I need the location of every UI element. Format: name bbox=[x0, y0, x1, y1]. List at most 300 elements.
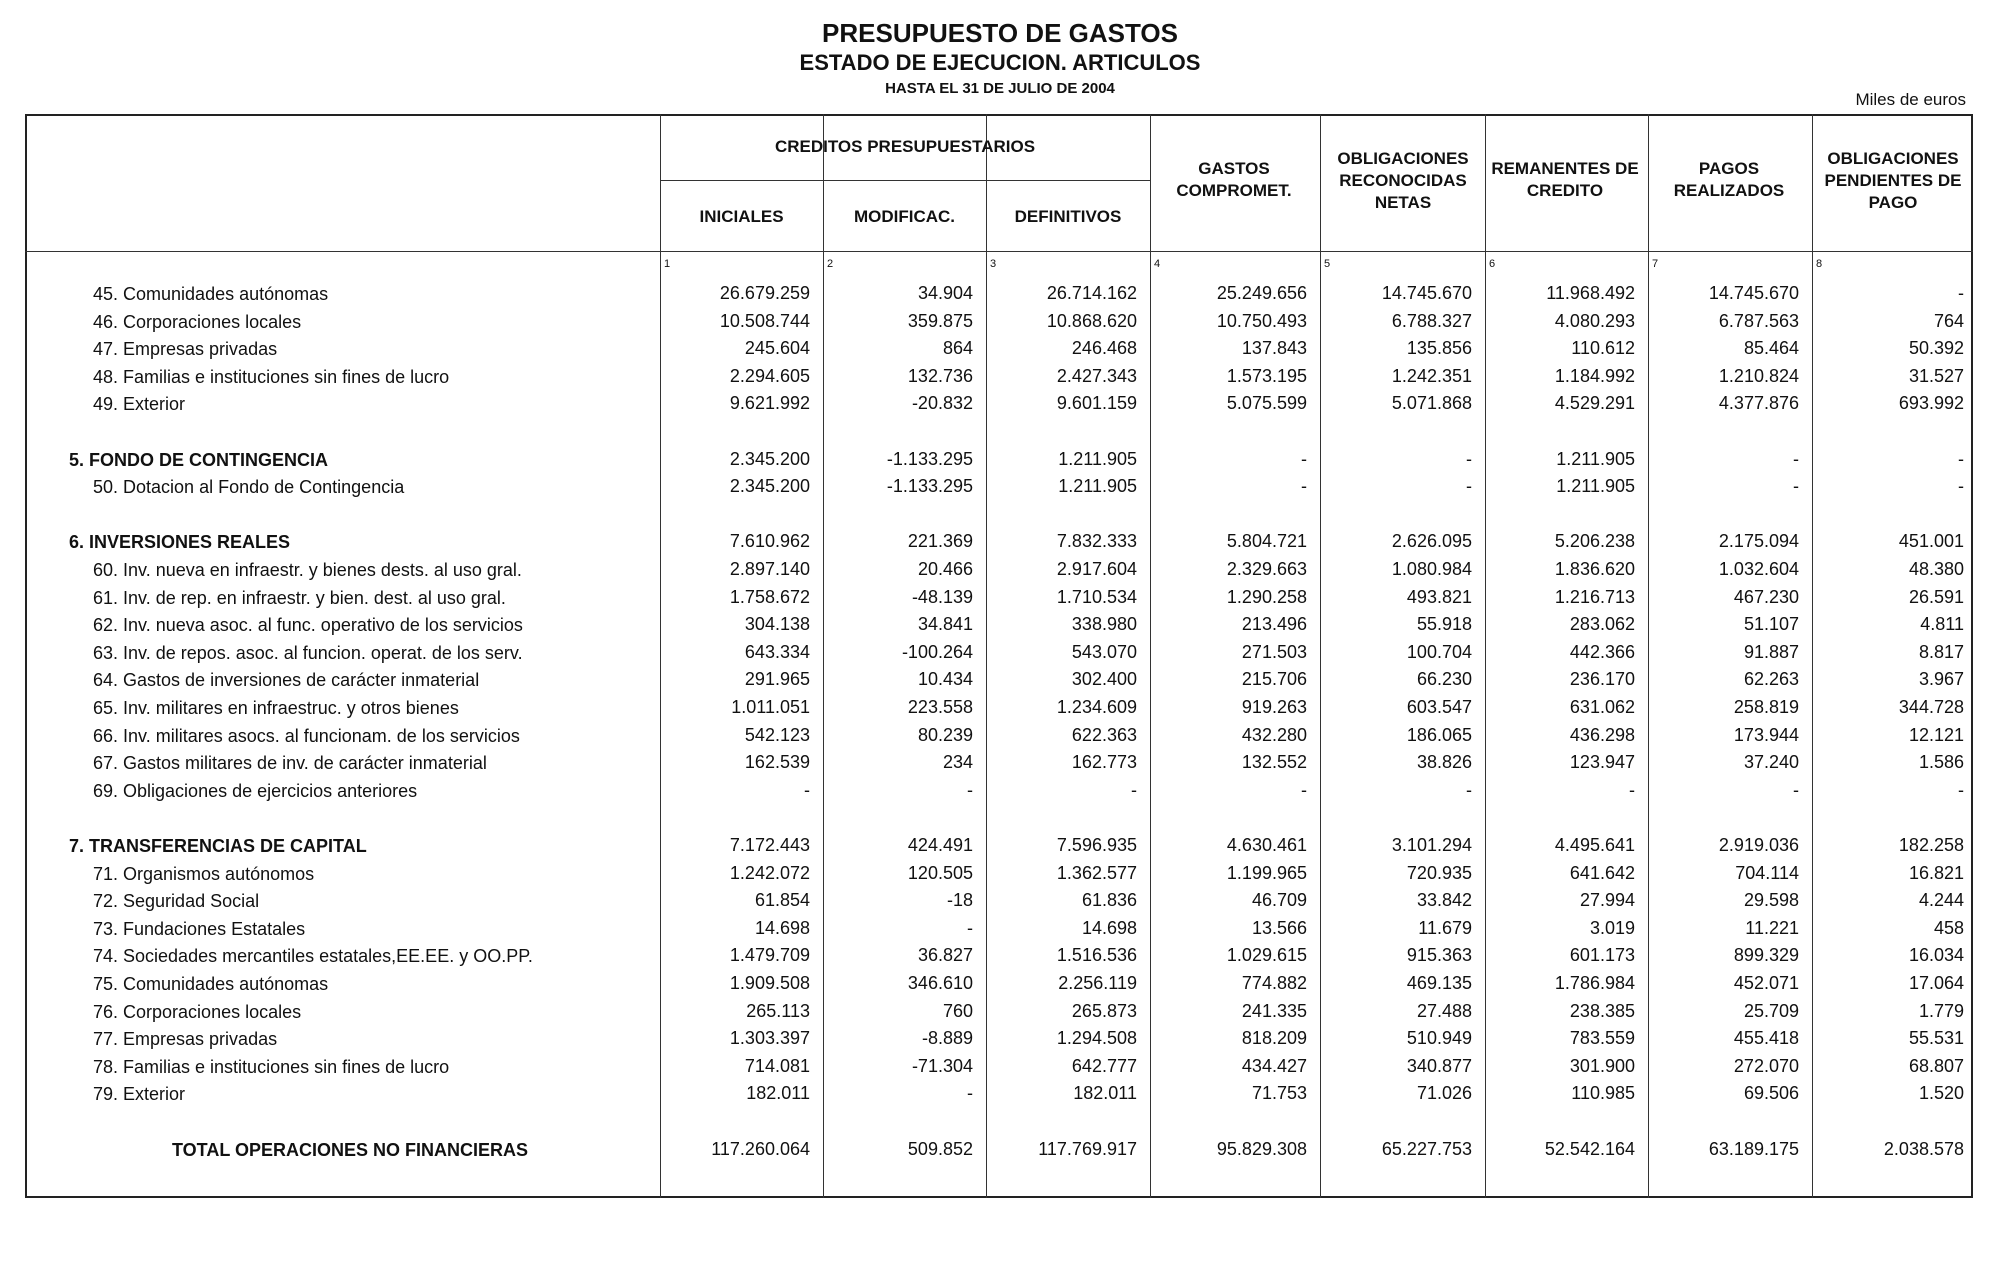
cell-remanentes: 301.900 bbox=[1569, 1055, 1635, 1076]
row-label: 67. Gastos militares de inv. de carácter inmaterial bbox=[93, 753, 487, 774]
table-row bbox=[0, 970, 2000, 997]
row-label: TOTAL OPERACIONES NO FINANCIERAS bbox=[172, 1139, 529, 1160]
cell-gastos-compromet: 213.496 bbox=[1241, 614, 1307, 635]
table-row bbox=[0, 363, 2000, 390]
cell-iniciales: 1.303.397 bbox=[729, 1028, 810, 1049]
table-row bbox=[0, 942, 2000, 969]
row-label: 61. Inv. de rep. en infraestr. y bien. dest. al uso gral. bbox=[93, 587, 506, 608]
cell-iniciales: 9.621.992 bbox=[729, 393, 810, 414]
table-row bbox=[0, 722, 2000, 749]
column-number: 8 bbox=[1816, 258, 1823, 270]
cell-definitivos: 1.294.508 bbox=[1056, 1028, 1137, 1049]
cell-obligaciones-reconocidas: 1.080.984 bbox=[1391, 559, 1472, 579]
column-number: 5 bbox=[1324, 258, 1331, 270]
cell-obligaciones-reconocidas: 55.918 bbox=[1416, 614, 1472, 635]
section-row bbox=[0, 832, 2000, 859]
cell-iniciales: 10.508.744 bbox=[719, 310, 810, 331]
cell-iniciales: 291.965 bbox=[744, 669, 810, 690]
cell-definitivos: 642.777 bbox=[1071, 1055, 1137, 1076]
table-row bbox=[0, 666, 2000, 693]
cell-gastos-compromet: 818.209 bbox=[1241, 1028, 1307, 1049]
cell-gastos-compromet: 434.427 bbox=[1241, 1055, 1307, 1076]
cell-iniciales: 14.698 bbox=[754, 917, 810, 938]
cell-pagos-realizados: 37.240 bbox=[1743, 752, 1799, 773]
cell-obligaciones-reconocidas: - bbox=[1466, 476, 1472, 497]
cell-pagos-realizados: 91.887 bbox=[1743, 641, 1799, 662]
cell-obligaciones-reconocidas: 340.877 bbox=[1406, 1055, 1472, 1076]
cell-definitivos: 2.256.119 bbox=[1058, 973, 1137, 993]
cell-definitivos: 1.362.577 bbox=[1056, 862, 1137, 883]
cell-definitivos: 1.211.905 bbox=[1058, 476, 1137, 497]
row-label: 66. Inv. militares asocs. al funcionam. de los servicios bbox=[93, 725, 520, 746]
cell-gastos-compromet: 10.750.493 bbox=[1216, 310, 1307, 331]
cell-obligaciones-reconocidas: 3.101.294 bbox=[1391, 835, 1472, 855]
row-label: 7. TRANSFERENCIAS DE CAPITAL bbox=[69, 836, 367, 856]
row-label: 72. Seguridad Social bbox=[93, 891, 260, 912]
table-row bbox=[0, 694, 2000, 721]
row-label: 77. Empresas privadas bbox=[93, 1029, 278, 1050]
cell-gastos-compromet: 2.329.663 bbox=[1226, 559, 1307, 579]
cell-pagos-realizados: 4.377.876 bbox=[1718, 393, 1799, 414]
cell-iniciales: 1.242.072 bbox=[729, 862, 810, 883]
cell-gastos-compromet: 1.029.615 bbox=[1226, 945, 1307, 966]
cell-obligaciones-reconocidas: - bbox=[1466, 448, 1472, 469]
row-label: 48. Familias e instituciones sin fines de lucro bbox=[93, 366, 450, 387]
cell-modificac: -1.133.295 bbox=[886, 476, 973, 497]
cell-obligaciones-reconocidas: 66.230 bbox=[1416, 669, 1472, 690]
group-header-divider bbox=[660, 180, 1150, 181]
cell-remanentes: 4.495.641 bbox=[1554, 835, 1635, 855]
cell-definitivos: 302.400 bbox=[1071, 669, 1137, 690]
row-label: 62. Inv. nueva asoc. al func. operativo de los servicios bbox=[93, 615, 523, 636]
cell-pagos-realizados: 62.263 bbox=[1743, 669, 1799, 690]
cell-obligaciones-pendientes: 1.779 bbox=[1918, 1000, 1964, 1021]
section-row bbox=[0, 528, 2000, 555]
cell-pagos-realizados: 455.418 bbox=[1733, 1028, 1799, 1049]
cell-pagos-realizados: 51.107 bbox=[1743, 614, 1799, 635]
cell-pagos-realizados: 25.709 bbox=[1743, 1000, 1799, 1021]
cell-gastos-compromet: 919.263 bbox=[1241, 697, 1307, 717]
cell-gastos-compromet: 774.882 bbox=[1241, 973, 1307, 993]
column-number: 2 bbox=[827, 258, 834, 270]
cell-pagos-realizados: 14.745.670 bbox=[1708, 283, 1799, 303]
cell-iniciales: 265.113 bbox=[746, 1000, 810, 1021]
cell-obligaciones-reconocidas: 5.071.868 bbox=[1391, 393, 1472, 414]
header-modificac: MODIFICAC. bbox=[853, 207, 956, 226]
cell-gastos-compromet: 5.075.599 bbox=[1226, 393, 1307, 414]
cell-remanentes: 4.080.293 bbox=[1554, 310, 1635, 331]
column-number: 4 bbox=[1154, 258, 1161, 270]
table-row bbox=[0, 280, 2000, 307]
cell-iniciales: 7.172.443 bbox=[729, 835, 810, 855]
header-iniciales: INICIALES bbox=[699, 207, 784, 226]
cell-obligaciones-reconocidas: 603.547 bbox=[1406, 697, 1472, 717]
header-obligaciones-reconocidas: OBLIGACIONES RECONOCIDAS NETAS bbox=[1337, 149, 1469, 212]
table-row bbox=[0, 556, 2000, 583]
cell-pagos-realizados: 63.189.175 bbox=[1708, 1138, 1799, 1159]
cell-modificac: 234 bbox=[942, 752, 973, 773]
cell-obligaciones-pendientes: 16.034 bbox=[1908, 945, 1964, 966]
cell-pagos-realizados: 29.598 bbox=[1743, 890, 1799, 911]
row-label: 78. Familias e instituciones sin fines de lucro bbox=[93, 1056, 450, 1077]
cell-obligaciones-pendientes: 458 bbox=[1933, 917, 1964, 938]
cell-obligaciones-reconocidas: 71.026 bbox=[1416, 1083, 1472, 1104]
cell-obligaciones-reconocidas: 27.488 bbox=[1416, 1000, 1472, 1021]
table-row bbox=[0, 611, 2000, 638]
cell-definitivos: 1.211.905 bbox=[1058, 448, 1137, 469]
cell-iniciales: 245.604 bbox=[744, 338, 810, 359]
cell-modificac: 346.610 bbox=[907, 973, 973, 993]
cell-gastos-compromet: 95.829.308 bbox=[1216, 1138, 1307, 1159]
cell-modificac: -1.133.295 bbox=[886, 448, 973, 469]
cell-definitivos: 9.601.159 bbox=[1056, 393, 1137, 414]
cell-obligaciones-reconocidas: 11.679 bbox=[1418, 917, 1472, 938]
cell-definitivos: 7.832.333 bbox=[1056, 531, 1137, 552]
cell-modificac: 424.491 bbox=[907, 835, 973, 855]
table-row bbox=[0, 777, 2000, 804]
table-row bbox=[0, 390, 2000, 417]
cell-pagos-realizados: 69.506 bbox=[1743, 1083, 1799, 1104]
total-row bbox=[0, 1136, 2000, 1163]
cell-modificac: 864 bbox=[942, 338, 973, 359]
row-label: 76. Corporaciones locales bbox=[93, 1001, 302, 1022]
cell-definitivos: 7.596.935 bbox=[1056, 835, 1137, 855]
cell-remanentes: 238.385 bbox=[1569, 1000, 1635, 1021]
cell-modificac: 34.904 bbox=[917, 283, 973, 303]
cell-obligaciones-reconocidas: 33.842 bbox=[1416, 890, 1472, 911]
cell-pagos-realizados: 2.175.094 bbox=[1718, 531, 1799, 552]
table-row bbox=[0, 335, 2000, 362]
cell-remanentes: 1.211.905 bbox=[1556, 448, 1635, 469]
cell-obligaciones-reconocidas: 14.745.670 bbox=[1381, 283, 1472, 303]
cell-gastos-compromet: 46.709 bbox=[1251, 890, 1307, 911]
cell-remanentes: 3.019 bbox=[1589, 917, 1635, 938]
cell-obligaciones-pendientes: - bbox=[1958, 779, 1964, 800]
cell-remanentes: 1.211.905 bbox=[1556, 476, 1635, 497]
header-definitivos: DEFINITIVOS bbox=[1014, 207, 1122, 226]
row-label: 69. Obligaciones de ejercicios anteriores bbox=[93, 780, 418, 801]
table-row bbox=[0, 1053, 2000, 1080]
cell-pagos-realizados: 272.070 bbox=[1733, 1055, 1799, 1076]
cell-iniciales: 542.123 bbox=[744, 724, 810, 745]
header-creditos-presupuestarios: CREDITOS PRESUPUESTARIOS bbox=[774, 137, 1036, 156]
cell-obligaciones-reconocidas: 493.821 bbox=[1406, 586, 1472, 607]
cell-obligaciones-reconocidas: 469.135 bbox=[1406, 973, 1472, 993]
table-row bbox=[0, 749, 2000, 776]
cell-gastos-compromet: 241.335 bbox=[1241, 1000, 1307, 1021]
row-label: 64. Gastos de inversiones de carácter inmaterial bbox=[93, 670, 480, 691]
cell-obligaciones-reconocidas: 915.363 bbox=[1406, 945, 1472, 966]
cell-gastos-compromet: 1.290.258 bbox=[1226, 586, 1307, 607]
cell-modificac: 509.852 bbox=[907, 1138, 973, 1159]
cell-obligaciones-pendientes: 31.527 bbox=[1908, 365, 1964, 386]
cell-remanentes: 110.612 bbox=[1571, 338, 1635, 359]
row-label: 71. Organismos autónomos bbox=[93, 863, 315, 884]
cell-iniciales: - bbox=[804, 779, 810, 800]
cell-remanentes: 1.184.992 bbox=[1554, 365, 1635, 386]
cell-remanentes: 52.542.164 bbox=[1544, 1138, 1635, 1159]
cell-iniciales: 2.897.140 bbox=[729, 559, 810, 579]
cell-remanentes: 1.836.620 bbox=[1554, 559, 1635, 579]
cell-modificac: -71.304 bbox=[911, 1055, 973, 1076]
cell-definitivos: 622.363 bbox=[1071, 724, 1137, 745]
header-pagos-realizados: PAGOS REALIZADOS bbox=[1673, 159, 1785, 200]
row-label: 46. Corporaciones locales bbox=[93, 311, 302, 332]
row-label: 6. INVERSIONES REALES bbox=[69, 532, 291, 553]
cell-iniciales: 1.011.051 bbox=[731, 697, 810, 717]
cell-remanentes: 27.994 bbox=[1579, 890, 1635, 911]
cell-obligaciones-pendientes: 344.728 bbox=[1898, 697, 1964, 717]
cell-modificac: 36.827 bbox=[917, 945, 973, 966]
cell-obligaciones-pendientes: 693.992 bbox=[1898, 393, 1964, 414]
cell-obligaciones-pendientes: 1.520 bbox=[1918, 1083, 1964, 1104]
cell-modificac: 120.505 bbox=[907, 862, 973, 883]
cell-obligaciones-reconocidas: 2.626.095 bbox=[1391, 531, 1472, 552]
cell-modificac: 760 bbox=[942, 1000, 973, 1021]
row-label: 63. Inv. de repos. asoc. al funcion. operat. de los serv. bbox=[93, 642, 523, 663]
cell-remanentes: 631.062 bbox=[1569, 697, 1635, 717]
cell-obligaciones-pendientes: 2.038.578 bbox=[1883, 1138, 1964, 1159]
cell-remanentes: 283.062 bbox=[1569, 614, 1635, 635]
cell-pagos-realizados: 11.221 bbox=[1745, 917, 1799, 938]
cell-remanentes: 641.642 bbox=[1569, 862, 1635, 883]
cell-iniciales: 162.539 bbox=[744, 752, 810, 773]
cell-obligaciones-pendientes: 12.121 bbox=[1908, 724, 1964, 745]
header-bottom-divider bbox=[25, 251, 1973, 252]
column-number: 6 bbox=[1489, 258, 1496, 270]
cell-gastos-compromet: 132.552 bbox=[1241, 752, 1307, 773]
cell-remanentes: 5.206.238 bbox=[1554, 531, 1635, 552]
cell-modificac: 223.558 bbox=[907, 697, 973, 717]
table-row bbox=[0, 1025, 2000, 1052]
cell-remanentes: 4.529.291 bbox=[1554, 393, 1635, 414]
cell-modificac: -18 bbox=[946, 890, 973, 911]
cell-obligaciones-reconocidas: 6.788.327 bbox=[1391, 310, 1472, 331]
cell-gastos-compromet: 271.503 bbox=[1241, 641, 1307, 662]
cell-definitivos: 182.011 bbox=[1073, 1083, 1137, 1104]
cell-obligaciones-pendientes: 17.064 bbox=[1908, 973, 1964, 993]
cell-iniciales: 26.679.259 bbox=[719, 283, 810, 303]
table-row bbox=[0, 887, 2000, 914]
cell-obligaciones-pendientes: 3.967 bbox=[1918, 669, 1964, 690]
cell-iniciales: 182.011 bbox=[746, 1083, 810, 1104]
cell-pagos-realizados: - bbox=[1793, 448, 1799, 469]
cell-definitivos: 14.698 bbox=[1081, 917, 1137, 938]
cell-obligaciones-reconocidas: 38.826 bbox=[1416, 752, 1472, 773]
table-row bbox=[0, 1080, 2000, 1107]
cell-definitivos: 10.868.620 bbox=[1046, 310, 1137, 331]
cell-gastos-compromet: 25.249.656 bbox=[1216, 283, 1307, 303]
row-label: 47. Empresas privadas bbox=[93, 339, 278, 360]
cell-definitivos: - bbox=[1131, 779, 1137, 800]
cell-definitivos: 265.873 bbox=[1071, 1000, 1137, 1021]
cell-pagos-realizados: 173.944 bbox=[1733, 724, 1799, 745]
cell-obligaciones-reconocidas: 510.949 bbox=[1406, 1028, 1472, 1049]
cell-pagos-realizados: 452.071 bbox=[1733, 973, 1799, 993]
cell-gastos-compromet: 13.566 bbox=[1251, 917, 1307, 938]
cell-modificac: 10.434 bbox=[917, 669, 973, 690]
cell-definitivos: 117.769.917 bbox=[1038, 1138, 1137, 1159]
cell-modificac: - bbox=[967, 779, 973, 800]
cell-remanentes: 1.786.984 bbox=[1554, 973, 1635, 993]
cell-remanentes: 442.366 bbox=[1569, 641, 1635, 662]
cell-remanentes: - bbox=[1629, 779, 1635, 800]
cell-obligaciones-pendientes: - bbox=[1958, 476, 1964, 497]
cell-pagos-realizados: 85.464 bbox=[1743, 338, 1799, 359]
cell-modificac: 80.239 bbox=[917, 724, 973, 745]
cell-obligaciones-pendientes: 1.586 bbox=[1918, 752, 1964, 773]
cell-obligaciones-pendientes: 50.392 bbox=[1908, 338, 1964, 359]
cell-obligaciones-reconocidas: 186.065 bbox=[1406, 724, 1472, 745]
cell-iniciales: 1.758.672 bbox=[729, 586, 810, 607]
cell-gastos-compromet: 71.753 bbox=[1251, 1083, 1307, 1104]
table-row bbox=[0, 308, 2000, 335]
section-row bbox=[0, 446, 2000, 473]
cell-modificac: 221.369 bbox=[907, 531, 973, 552]
cell-gastos-compromet: 215.706 bbox=[1241, 669, 1307, 690]
cell-pagos-realizados: 899.329 bbox=[1733, 945, 1799, 966]
table-row bbox=[0, 915, 2000, 942]
table-row bbox=[0, 998, 2000, 1025]
column-number: 7 bbox=[1652, 258, 1659, 270]
cell-definitivos: 246.468 bbox=[1071, 338, 1137, 359]
cell-remanentes: 110.985 bbox=[1571, 1083, 1635, 1104]
cell-obligaciones-reconocidas: 65.227.753 bbox=[1381, 1138, 1472, 1159]
cell-gastos-compromet: - bbox=[1301, 476, 1307, 497]
cell-obligaciones-pendientes: 26.591 bbox=[1908, 586, 1964, 607]
cell-iniciales: 2.294.605 bbox=[729, 365, 810, 386]
cell-obligaciones-reconocidas: 100.704 bbox=[1406, 641, 1472, 662]
cell-obligaciones-pendientes: 48.380 bbox=[1908, 559, 1964, 579]
cell-pagos-realizados: 467.230 bbox=[1733, 586, 1799, 607]
cell-gastos-compromet: 5.804.721 bbox=[1226, 531, 1307, 552]
cell-iniciales: 714.081 bbox=[744, 1055, 810, 1076]
cell-obligaciones-pendientes: 68.807 bbox=[1908, 1055, 1964, 1076]
cell-modificac: - bbox=[967, 917, 973, 938]
cell-modificac: -100.264 bbox=[901, 641, 973, 662]
cell-modificac: - bbox=[967, 1083, 973, 1104]
cell-modificac: -48.139 bbox=[911, 586, 973, 607]
table-row bbox=[0, 860, 2000, 887]
header-remanentes: REMANENTES DE CREDITO bbox=[1491, 159, 1639, 200]
cell-definitivos: 1.516.536 bbox=[1056, 945, 1137, 966]
cell-modificac: 20.466 bbox=[917, 559, 973, 579]
cell-modificac: 34.841 bbox=[917, 614, 973, 635]
table-row bbox=[0, 584, 2000, 611]
row-label: 65. Inv. militares en infraestruc. y otros bienes bbox=[93, 698, 459, 718]
row-label: 5. FONDO DE CONTINGENCIA bbox=[69, 449, 329, 470]
row-label: 45. Comunidades autónomas bbox=[93, 284, 329, 304]
cell-definitivos: 1.234.609 bbox=[1056, 697, 1137, 717]
column-number: 3 bbox=[990, 258, 997, 270]
row-label: 79. Exterior bbox=[93, 1084, 186, 1105]
cell-pagos-realizados: - bbox=[1793, 476, 1799, 497]
cell-obligaciones-pendientes: 4.244 bbox=[1918, 890, 1964, 911]
cell-obligaciones-pendientes: - bbox=[1958, 448, 1964, 469]
cell-remanentes: 601.173 bbox=[1569, 945, 1635, 966]
table-row bbox=[0, 639, 2000, 666]
cell-obligaciones-reconocidas: - bbox=[1466, 779, 1472, 800]
cell-modificac: -8.889 bbox=[921, 1028, 973, 1049]
cell-obligaciones-pendientes: 16.821 bbox=[1908, 862, 1964, 883]
cell-obligaciones-pendientes: 55.531 bbox=[1908, 1028, 1964, 1049]
cell-remanentes: 123.947 bbox=[1569, 752, 1635, 773]
cell-modificac: 132.736 bbox=[907, 365, 973, 386]
report-date-line: HASTA EL 31 DE JULIO DE 2004 bbox=[885, 80, 1115, 97]
cell-pagos-realizados: 2.919.036 bbox=[1718, 835, 1799, 855]
cell-iniciales: 61.854 bbox=[754, 890, 810, 911]
cell-gastos-compromet: 432.280 bbox=[1241, 724, 1307, 745]
cell-definitivos: 26.714.162 bbox=[1046, 283, 1137, 303]
cell-obligaciones-pendientes: 764 bbox=[1933, 310, 1964, 331]
cell-gastos-compromet: 137.843 bbox=[1241, 338, 1307, 359]
cell-obligaciones-reconocidas: 720.935 bbox=[1406, 862, 1472, 883]
cell-definitivos: 338.980 bbox=[1071, 614, 1137, 635]
cell-modificac: -20.832 bbox=[911, 393, 973, 414]
cell-pagos-realizados: 704.114 bbox=[1735, 862, 1799, 883]
cell-iniciales: 2.345.200 bbox=[729, 448, 810, 469]
column-number: 1 bbox=[664, 258, 671, 270]
report-subtitle: ESTADO DE EJECUCION. ARTICULOS bbox=[799, 50, 1201, 75]
report-title: PRESUPUESTO DE GASTOS bbox=[822, 18, 1178, 48]
cell-remanentes: 11.968.492 bbox=[1546, 283, 1635, 303]
cell-iniciales: 1.479.709 bbox=[729, 945, 810, 966]
cell-gastos-compromet: - bbox=[1301, 779, 1307, 800]
cell-iniciales: 7.610.962 bbox=[729, 531, 810, 552]
cell-pagos-realizados: 258.819 bbox=[1733, 697, 1799, 717]
cell-iniciales: 643.334 bbox=[744, 641, 810, 662]
row-label: 60. Inv. nueva en infraestr. y bienes dests. al uso gral. bbox=[93, 560, 522, 580]
cell-gastos-compromet: 4.630.461 bbox=[1226, 835, 1307, 855]
cell-definitivos: 2.427.343 bbox=[1056, 365, 1137, 386]
cell-definitivos: 1.710.534 bbox=[1056, 586, 1137, 607]
cell-iniciales: 2.345.200 bbox=[729, 476, 810, 497]
cell-obligaciones-pendientes: 8.817 bbox=[1918, 641, 1964, 662]
table-row bbox=[0, 473, 2000, 500]
row-label: 74. Sociedades mercantiles estatales,EE.EE. y OO.PP. bbox=[93, 946, 533, 967]
cell-pagos-realizados: 6.787.563 bbox=[1718, 310, 1799, 331]
cell-obligaciones-pendientes: - bbox=[1958, 283, 1964, 303]
header-obligaciones-pendientes: OBLIGACIONES PENDIENTES DE PAGO bbox=[1824, 149, 1962, 212]
units-label: Miles de euros bbox=[1855, 90, 1966, 109]
cell-pagos-realizados: 1.210.824 bbox=[1718, 365, 1799, 386]
cell-obligaciones-reconocidas: 1.242.351 bbox=[1391, 365, 1472, 386]
cell-remanentes: 236.170 bbox=[1569, 669, 1635, 690]
cell-iniciales: 304.138 bbox=[744, 614, 810, 635]
cell-definitivos: 543.070 bbox=[1071, 641, 1137, 662]
cell-obligaciones-pendientes: 4.811 bbox=[1920, 614, 1964, 635]
cell-iniciales: 117.260.064 bbox=[711, 1138, 810, 1159]
header-gastos-compromet: GASTOS COMPROMET. bbox=[1176, 159, 1292, 200]
cell-remanentes: 436.298 bbox=[1569, 724, 1635, 745]
row-label: 49. Exterior bbox=[93, 394, 186, 415]
cell-definitivos: 61.836 bbox=[1081, 890, 1137, 911]
row-label: 75. Comunidades autónomas bbox=[93, 974, 329, 994]
cell-iniciales: 1.909.508 bbox=[729, 973, 810, 993]
cell-obligaciones-pendientes: 451.001 bbox=[1898, 531, 1964, 552]
cell-remanentes: 1.216.713 bbox=[1554, 586, 1635, 607]
cell-gastos-compromet: 1.573.195 bbox=[1226, 365, 1307, 386]
cell-gastos-compromet: 1.199.965 bbox=[1226, 862, 1307, 883]
cell-pagos-realizados: 1.032.604 bbox=[1718, 559, 1799, 579]
cell-pagos-realizados: - bbox=[1793, 779, 1799, 800]
cell-modificac: 359.875 bbox=[907, 310, 973, 331]
cell-obligaciones-reconocidas: 135.856 bbox=[1406, 338, 1472, 359]
cell-definitivos: 2.917.604 bbox=[1056, 559, 1137, 579]
row-label: 50. Dotacion al Fondo de Contingencia bbox=[93, 477, 405, 498]
cell-remanentes: 783.559 bbox=[1569, 1028, 1635, 1049]
cell-gastos-compromet: - bbox=[1301, 448, 1307, 469]
